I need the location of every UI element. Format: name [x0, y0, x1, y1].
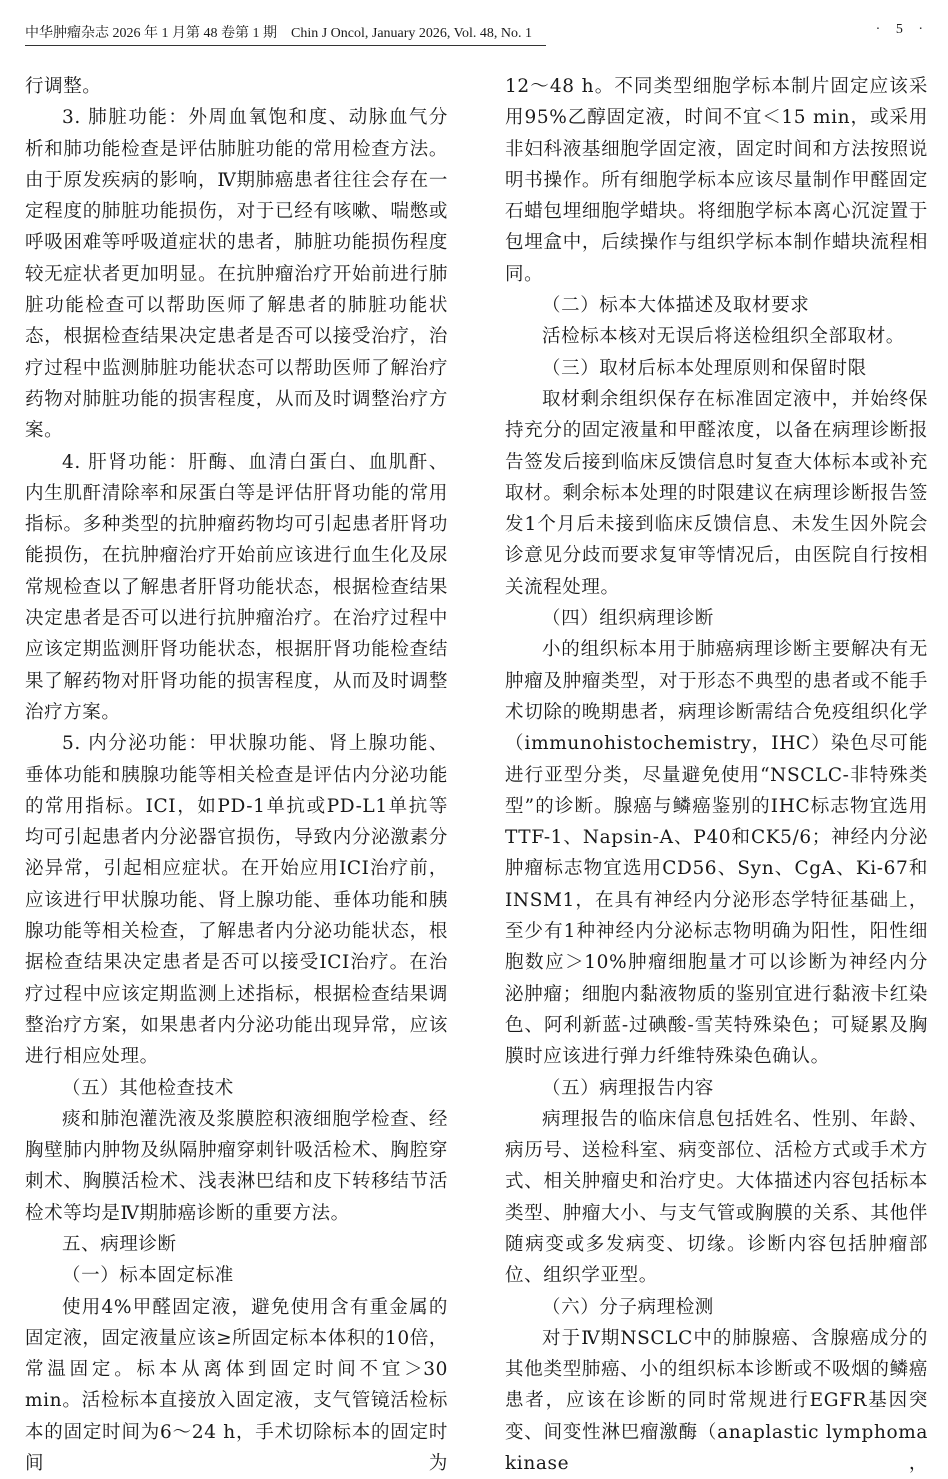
paragraph-other-techniques: 痰和肺泡灌洗液及浆膜腔积液细胞学检查、经胸壁肺内肿物及纵隔肿瘤穿刺针吸活检术、胸腔穿刺术、胸膜活检术、浅表淋巴结和皮下转移结节活检术等均是Ⅳ期肺癌诊断的重要方法。	[25, 1108, 448, 1224]
journal-name-en: Chin J Oncol, January 2026, Vol. 48, No. 1	[291, 26, 532, 41]
journal-citation	[25, 22, 546, 46]
subheading-molecular-pathology: （六）分子病理检测	[542, 1296, 714, 1318]
running-header	[25, 18, 929, 42]
section-heading-pathology: 五、病理诊断	[62, 1233, 177, 1255]
left-column	[25, 71, 448, 1479]
subheading-other-techniques: （五）其他检查技术	[62, 1077, 234, 1099]
paragraph-continuation: 行调整。	[25, 76, 102, 97]
subheading-fixation-standard: （一）标本固定标准	[62, 1265, 234, 1287]
subheading-gross-description: （二）标本大体描述及取材要求	[542, 295, 810, 317]
subheading-pathology-report: （五）病理报告内容	[542, 1077, 714, 1099]
subheading-specimen-retention: （三）取材后标本处理原则和保留时限	[542, 357, 867, 379]
paragraph-lung-function: 3. 肺脏功能：外周血氧饱和度、动脉血气分析和肺功能检查是评估肺脏功能的常用检查方法。由于原发疾病的影响，Ⅳ期肺癌患者往往会存在一定程度的肺脏功能损伤，对于已经有咳嗽、喘憋或呼吸困难等呼吸道症状的患者，肺脏功能损伤程度较无症状者更加明显。在抗肿瘤治疗开始前进行肺脏功能检查可以帮助医师了解患者的肺脏功能状态，根据检查结果决定患者是否可以接受治疗，治疗过程中监测肺脏功能状态可以帮助医师了解治疗药物对肺脏功能的损害程度，从而及时调整治疗方案。	[25, 107, 448, 442]
paragraph-endocrine-function: 5. 内分泌功能：甲状腺功能、肾上腺功能、垂体功能和胰腺功能等相关检查是评估内分泌功能的常用指标。ICI，如PD-1单抗或PD-L1单抗等均可引起患者内分泌器官损伤，导致内分泌激素分泌异常，引起相应症状。在开始应用ICI治疗前，应该进行甲状腺功能、肾上腺功能、垂体功能和胰腺功能等相关检查，了解患者内分泌功能状态，根据检查结果决定患者是否可以接受ICI治疗。在治疗过程中应该定期监测上述指标，根据检查结果调整治疗方案，如果患者内分泌功能出现异常，应该进行相应处理。	[25, 733, 448, 1068]
paragraph-gross-description: 活检标本核对无误后将送检组织全部取材。	[542, 326, 905, 348]
page-number: · 5 ·	[875, 22, 929, 37]
paragraph-pathology-report: 病理报告的临床信息包括姓名、性别、年龄、病历号、送检科室、病变部位、活检方式或手术方式、相关肿瘤史和治疗史。大体描述内容包括标本类型、肿瘤大小、与支气管或胸膜的关系、其他伴随病变或多发病变、切缘。诊断内容包括肿瘤部位、组织学亚型。	[505, 1108, 928, 1287]
journal-name-cn: 中华肿瘤杂志 2026 年 1 月第 48 卷第 1 期	[25, 26, 277, 41]
paragraph-cytology-fixation: 12～48 h。不同类型细胞学标本制片固定应该采用95%乙醇固定液，时间不宜＜15 min，或采用非妇科液基细胞学固定液，固定时间和方法按照说明书操作。所有细胞学标本应该尽量制作甲醛固定石蜡包埋细胞学蜡块。将细胞学标本离心沉淀置于包埋盒中，后续操作与组织学标本制作蜡块流程相同。	[505, 76, 928, 285]
paragraph-fixation-standard: 使用4%甲醛固定液，避免使用含有重金属的固定液，固定液量应该≥所固定标本体积的10倍，常温固定。标本从离体到固定时间不宜＞30 min。活检标本直接放入固定液，支气管镜活检标本的固定时间为6～24 h，手术切除标本的固定时间为	[25, 1296, 448, 1475]
subheading-histopathology: （四）组织病理诊断	[542, 608, 714, 630]
paragraph-liver-kidney-function: 4. 肝肾功能：肝酶、血清白蛋白、血肌酐、内生肌酐清除率和尿蛋白等是评估肝肾功能的常用指标。多种类型的抗肿瘤药物均可引起患者肝肾功能损伤，在抗肿瘤治疗开始前应该进行血生化及尿常规检查以了解患者肝肾功能状态，根据检查结果决定患者是否可以进行抗肿瘤治疗。在治疗过程中应该定期监测肝肾功能状态，根据肝肾功能检查结果了解药物对肝肾功能的损害程度，从而及时调整治疗方案。	[25, 451, 448, 723]
paragraph-specimen-retention: 取材剩余组织保存在标准固定液中，并始终保持充分的固定液量和甲醛浓度，以备在病理诊断报告签发后接到临床反馈信息时复查大体标本或补充取材。剩余标本处理的时限建议在病理诊断报告签发1个月后未接到临床反馈信息、未发生因外院会诊意见分歧而要求复审等情况后，由医院自行按相关流程处理。	[505, 388, 928, 598]
right-column	[505, 71, 928, 1479]
paragraph-histopathology: 小的组织标本用于肺癌病理诊断主要解决有无肿瘤及肿瘤类型，对于形态不典型的患者或不能手术切除的晚期患者，病理诊断需结合免疫组织化学（immunohistochemistry，IHC）染色尽可能进行亚型分类，尽量避免使用“NSCLC-非特殊类型”的诊断。腺癌与鳞癌鉴别的IHC标志物宜选用TTF-1、Napsin-A、P40和CK5/6；神经内分泌肿瘤标志物宜选用CD56、Syn、CgA、Ki-67和INSM1，在具有神经内分泌形态学特征基础上，至少有1种神经内分泌标志物明确为阳性，阳性细胞数应＞10%肿瘤细胞量才可以诊断为神经内分泌肿瘤；细胞内黏液物质的鉴别宜进行黏液卡红染色、阿利新蓝-过碘酸-雪芙特殊染色；可疑累及胸膜时应该进行弹力纤维特殊染色确认。	[505, 639, 928, 1068]
paragraph-molecular-pathology: 对于Ⅳ期NSCLC中的肺腺癌、含腺癌成分的其他类型肺癌、小的组织标本诊断或不吸烟的鳞癌患者，应该在诊断的同时常规进行EGFR基因突变、间变性淋巴瘤激酶（anaplastic lymphoma kinase，	[505, 1327, 928, 1475]
